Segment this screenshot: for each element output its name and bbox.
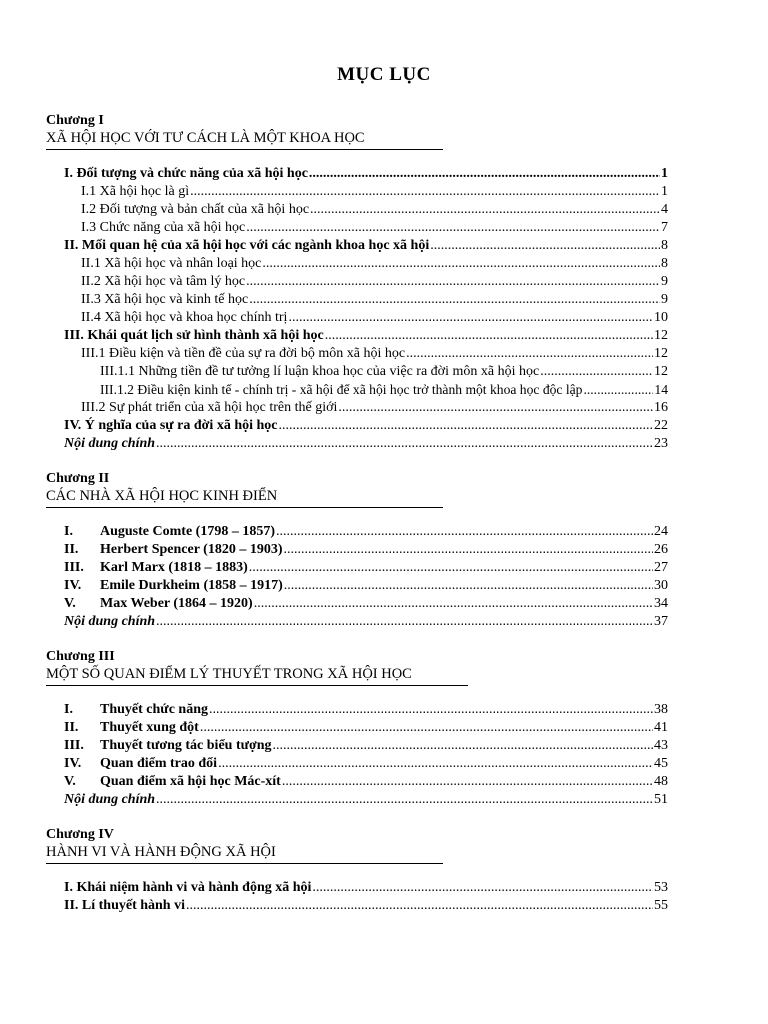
- toc-leader: [186, 897, 653, 915]
- toc-entry[interactable]: [64, 897, 668, 915]
- toc-leader: [338, 399, 653, 417]
- toc-entry-title: II.4 Xã hội học và khoa học chính trị: [81, 310, 288, 325]
- toc-leader: [246, 219, 660, 237]
- toc-page-number: 43: [654, 738, 668, 753]
- toc-leader: [246, 273, 660, 291]
- toc-entry-title: III. Khái quát lịch sử hình thành xã hội học: [64, 328, 324, 343]
- toc-leader: [254, 595, 653, 613]
- toc-page-number: 10: [654, 310, 668, 325]
- toc-entry-number: II.: [64, 542, 79, 557]
- toc-entry-title: I.1 Xã hội học là gì: [81, 184, 190, 199]
- toc-leader: [249, 291, 660, 309]
- toc-page-number: 14: [654, 382, 668, 397]
- toc-entry-number: V.: [64, 596, 76, 611]
- toc-entry[interactable]: [64, 595, 668, 613]
- toc-page-number: 1: [661, 166, 668, 181]
- toc-entry[interactable]: [64, 701, 668, 719]
- toc-entry-title: Nội dung chính: [64, 792, 156, 807]
- toc-entry-title: I.3 Chức năng của xã hội học: [81, 220, 246, 235]
- toc-entry-title: II. Mối quan hệ của xã hội học với các ngành khoa học xã hội: [64, 238, 430, 253]
- toc-entry-title: IV. Ý nghĩa của sự ra đời xã hội học: [64, 418, 278, 433]
- toc-entry-title: II.3 Xã hội học và kinh tế học: [81, 292, 249, 307]
- toc-entry[interactable]: [64, 417, 668, 435]
- toc-entry[interactable]: [64, 435, 668, 453]
- toc-entry-number: II.: [64, 720, 79, 735]
- toc-leader: [209, 701, 653, 719]
- toc-entry[interactable]: [64, 327, 668, 345]
- toc-entry-title: Nội dung chính: [64, 614, 156, 629]
- toc-leader: [288, 309, 653, 327]
- toc-page-number: 23: [654, 436, 668, 451]
- chapter-label: Chương II: [46, 471, 110, 486]
- toc-entry[interactable]: [81, 219, 668, 237]
- toc-entry[interactable]: [81, 183, 668, 201]
- page-title: MỤC LỤC: [337, 64, 431, 85]
- toc-page-number: 12: [654, 328, 668, 343]
- toc-entry[interactable]: [81, 345, 668, 363]
- toc-leader: [218, 755, 653, 773]
- toc-entry-title: Max Weber (1864 – 1920): [100, 596, 253, 611]
- toc-page-number: 51: [654, 792, 668, 807]
- chapter-title: HÀNH VI VÀ HÀNH ĐỘNG XÃ HỘI: [46, 843, 443, 864]
- chapter-3-header: [46, 648, 468, 686]
- toc-entry-title: III.2 Sự phát triển của xã hội học trên thế giới: [81, 400, 338, 415]
- chapter-label: Chương III: [46, 649, 115, 664]
- toc-leader: [282, 773, 653, 791]
- toc-entry-number: IV.: [64, 578, 82, 593]
- toc-entry[interactable]: [81, 255, 668, 273]
- toc-entry-title: Auguste Comte (1798 – 1857): [100, 524, 275, 539]
- toc-entry-number: I.: [64, 524, 73, 539]
- toc-page-number: 8: [661, 256, 668, 271]
- toc-leader: [279, 417, 654, 435]
- toc-leader: [325, 327, 653, 345]
- toc-page-number: 22: [654, 418, 668, 433]
- toc-leader: [583, 381, 653, 399]
- toc-entry-title: III.1 Điều kiện và tiền đề của sự ra đời bộ môn xã hội học: [81, 346, 406, 361]
- toc-entry-title: Nội dung chính: [64, 436, 156, 451]
- toc-leader: [309, 165, 660, 183]
- toc-entry[interactable]: [64, 773, 668, 791]
- toc-page-number: 9: [661, 292, 668, 307]
- toc-entry-number: IV.: [64, 756, 82, 771]
- toc-entry-title: Thuyết xung đột: [100, 720, 199, 735]
- toc-entry-title: Quan điểm trao đổi: [100, 756, 218, 771]
- toc-page-number: 12: [654, 364, 668, 379]
- toc-entry[interactable]: [64, 165, 668, 183]
- toc-entry-title: Thuyết chức năng: [100, 702, 208, 717]
- toc-leader: [406, 345, 653, 363]
- toc-entry-title: II.1 Xã hội học và nhân loại học: [81, 256, 262, 271]
- toc-entry[interactable]: [64, 755, 668, 773]
- toc-page-number: 30: [654, 578, 668, 593]
- toc-page-number: 27: [654, 560, 668, 575]
- toc-leader: [262, 255, 660, 273]
- toc-page-number: 4: [661, 202, 668, 217]
- toc-entry-title: Quan điểm xã hội học Mác-xít: [100, 774, 281, 789]
- toc-entry-number: III.: [64, 560, 84, 575]
- toc-page-number: 34: [654, 596, 668, 611]
- toc-entry-title: I. Khái niệm hành vi và hành động xã hội: [64, 880, 312, 895]
- toc-entry[interactable]: [81, 273, 668, 291]
- toc-entry[interactable]: [64, 613, 668, 631]
- toc-entry[interactable]: [100, 363, 668, 381]
- toc-page-number: 8: [661, 238, 668, 253]
- toc-page-number: 53: [654, 880, 668, 895]
- toc-page-number: 9: [661, 274, 668, 289]
- toc-entry[interactable]: [100, 381, 668, 399]
- chapter-title: XÃ HỘI HỌC VỚI TƯ CÁCH LÀ MỘT KHOA HỌC: [46, 129, 443, 150]
- toc-entry-title: Thuyết tương tác biểu tượng: [100, 738, 272, 753]
- toc-page-number: 1: [661, 184, 668, 199]
- toc-leader: [276, 523, 653, 541]
- toc-page-number: 48: [654, 774, 668, 789]
- toc-entry-title: III.1.2 Điều kiện kinh tế - chính trị - xã hội để xã hội học trở thành một khoa học độc lập: [100, 382, 583, 397]
- toc-page-number: 55: [654, 898, 668, 913]
- toc-entry-title: I.2 Đối tượng và bản chất của xã hội học: [81, 202, 310, 217]
- toc-leader: [540, 363, 653, 381]
- chapter-4-header: [46, 826, 443, 864]
- toc-leader: [312, 879, 653, 897]
- toc-entry-title: Karl Marx (1818 – 1883): [100, 560, 248, 575]
- toc-entry[interactable]: [81, 309, 668, 327]
- toc-page-number: 41: [654, 720, 668, 735]
- toc-leader: [273, 737, 653, 755]
- toc-entry[interactable]: [81, 399, 668, 417]
- toc-entry-number: V.: [64, 774, 76, 789]
- chapter-1-header: [46, 112, 443, 150]
- toc-entry-title: III.1.1 Những tiền đề tư tưởng lí luận khoa học của việc ra đời môn xã hội học: [100, 364, 540, 379]
- toc-entry-title: Herbert Spencer (1820 – 1903): [100, 542, 283, 557]
- toc-leader: [310, 201, 660, 219]
- toc-leader: [156, 613, 653, 631]
- toc-entry[interactable]: [64, 791, 668, 809]
- toc-leader: [190, 183, 660, 201]
- toc-entry[interactable]: [64, 879, 668, 897]
- toc-leader: [200, 719, 653, 737]
- toc-leader: [156, 435, 653, 453]
- toc-entry[interactable]: [81, 201, 668, 219]
- toc-entry[interactable]: [81, 291, 668, 309]
- toc-leader: [284, 577, 653, 595]
- toc-entry[interactable]: [64, 541, 668, 559]
- toc-entry-number: I.: [64, 702, 73, 717]
- toc-page-number: 7: [661, 220, 668, 235]
- chapter-title: MỘT SỐ QUAN ĐIỂM LÝ THUYẾT TRONG XÃ HỘI HỌC: [46, 665, 468, 686]
- toc-page-number: 45: [654, 756, 668, 771]
- toc-entry[interactable]: [64, 737, 668, 755]
- toc-page-number: 38: [654, 702, 668, 717]
- toc-entry[interactable]: [64, 237, 668, 255]
- toc-entry-title: II. Lí thuyết hành vi: [64, 898, 185, 913]
- toc-entry[interactable]: [64, 719, 668, 737]
- toc-entry-title: I. Đối tượng và chức năng của xã hội học: [64, 166, 308, 181]
- toc-entry-number: III.: [64, 738, 84, 753]
- toc-entry[interactable]: [64, 523, 668, 541]
- toc-entry[interactable]: [64, 577, 668, 595]
- toc-page-number: 16: [654, 400, 668, 415]
- toc-entry-title: II.2 Xã hội học và tâm lý học: [81, 274, 246, 289]
- toc-page-number: 12: [654, 346, 668, 361]
- chapter-2-header: [46, 470, 443, 508]
- toc-leader: [283, 541, 653, 559]
- chapter-title: CÁC NHÀ XÃ HỘI HỌC KINH ĐIỂN: [46, 487, 443, 508]
- chapter-label: Chương IV: [46, 827, 114, 842]
- toc-leader: [249, 559, 653, 577]
- toc-page-number: 24: [654, 524, 668, 539]
- toc-page-number: 26: [654, 542, 668, 557]
- toc-leader: [430, 237, 660, 255]
- toc-entry-title: Emile Durkheim (1858 – 1917): [100, 578, 283, 593]
- toc-entry[interactable]: [64, 559, 668, 577]
- toc-page-number: 37: [654, 614, 668, 629]
- toc-leader: [156, 791, 653, 809]
- chapter-label: Chương I: [46, 113, 104, 128]
